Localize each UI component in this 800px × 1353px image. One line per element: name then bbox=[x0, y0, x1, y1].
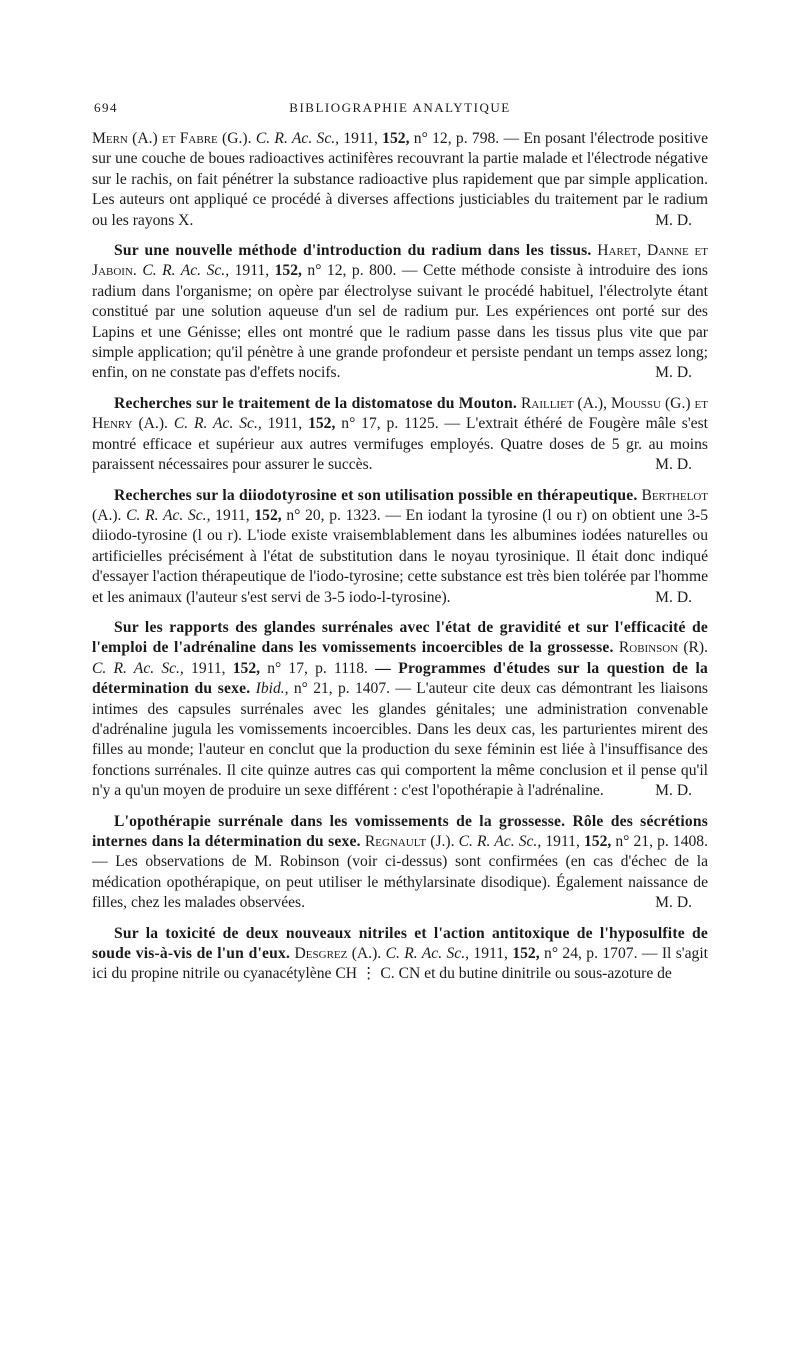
entry-source: C. R. Ac. Sc., bbox=[142, 262, 230, 280]
entry-initials: M. D. bbox=[655, 364, 692, 382]
entry-year: 1911, bbox=[545, 833, 580, 850]
entry-authors: Regnault (J.). bbox=[364, 833, 455, 850]
bibliography-entry bbox=[92, 618, 708, 802]
entry-title: L'opothérapie surrénale dans les vomissements de la grossesse. Rôle des sécrétions internes dans la détermination du sexe. bbox=[92, 812, 708, 850]
entry-issue: n° 24, p. 1707. bbox=[544, 945, 638, 963]
entry-title: Recherches sur le traitement de la distomatose du Mouton. bbox=[114, 394, 517, 412]
entry-issue: n° 20, p. 1323. bbox=[286, 506, 381, 524]
entry-year: 1911, bbox=[215, 506, 250, 524]
entry-authors: Haret, Danne et Jaboin. bbox=[92, 242, 708, 280]
entry-issue: n° 17, p. 1125. bbox=[341, 415, 439, 433]
entry-second-title: — Programmes d'études sur la question de la détermination du sexe. bbox=[92, 659, 708, 698]
entry-authors: Desgrez (A.). bbox=[294, 945, 382, 963]
entry-issue: n° 17, p. 1118. bbox=[267, 659, 368, 677]
entry-volume: 152, bbox=[274, 262, 302, 280]
entry-second-source: Ibid., bbox=[255, 680, 289, 698]
entry-abstract: — L'auteur cite deux cas démontrant les liaisons intimes des capsules surrénales avec les glandes génitales; une administration convenable d'adrénaline jugula les vomissements incoercibles. Dans les deux cas, les parturientes mirent des filles au monde; l'auteur en conclut que la production du sexe féminin est liée à l'insuffisance des fonctions surrénales. Il cite quinze autres cas qui comportent la même conclusion et il pense qu'il n'y a qu'un moyen de produire un sexe différent : c'est l'opothérapie à l'adrénaline. bbox=[92, 680, 708, 800]
entry-year: 1911, bbox=[234, 262, 270, 280]
entry-issue: n° 21, p. 1408. bbox=[615, 833, 708, 850]
entry-initials: M. D. bbox=[655, 211, 692, 229]
entry-source: C. R. Ac. Sc., bbox=[126, 506, 211, 524]
entry-initials: M. D. bbox=[655, 782, 692, 800]
entry-initials: M. D. bbox=[655, 894, 692, 912]
entry-volume: 152, bbox=[232, 659, 261, 677]
entry-source: C. R. Ac. Sc., bbox=[173, 415, 262, 433]
entry-title: Sur une nouvelle méthode d'introduction du radium dans les tissus. bbox=[114, 242, 592, 260]
entry-year: 1911, bbox=[343, 130, 378, 147]
running-title: BIBLIOGRAPHIE ANALYTIQUE bbox=[289, 100, 511, 115]
entry-text-block bbox=[92, 618, 708, 802]
entry-authors: Robinson (R). bbox=[618, 639, 708, 657]
bibliography-entry bbox=[92, 394, 708, 476]
entry-issue: n° 12, p. 798. bbox=[413, 130, 500, 147]
entry-year: 1911, bbox=[473, 945, 508, 963]
entry-text-block bbox=[92, 241, 708, 384]
entry-authors: Berthelot (A.). bbox=[92, 486, 708, 524]
entry-title: Sur les rapports des glandes surrénales avec l'état de gravidité et sur l'efficacité de l'emploi de l'adrénaline dans les vomissements incoercibles de la grossesse. bbox=[92, 618, 708, 657]
entry-source: C. R. Ac. Sc., bbox=[92, 659, 184, 677]
entry-text-block bbox=[92, 486, 708, 608]
entry-volume: 152, bbox=[254, 506, 282, 524]
entry-source: C. R. Ac. Sc., bbox=[385, 945, 470, 963]
entry-text-block bbox=[92, 394, 708, 476]
entry-abstract: — Il s'agit ici du propine nitrile ou cyanacétylène CH ⋮ C. CN et du butine dinitrile ou sous-azoture de bbox=[92, 945, 709, 983]
entry-text-block bbox=[92, 129, 708, 231]
bibliography-entry bbox=[92, 486, 708, 608]
entry-text-block bbox=[92, 924, 708, 985]
page-number: 694 bbox=[94, 100, 118, 115]
entry-title: Recherches sur la diiodotyrosine et son utilisation possible en thérapeutique. bbox=[114, 486, 638, 504]
entry-second-issue: n° 21, p. 1407. bbox=[293, 680, 391, 698]
entry-title: Sur la toxicité de deux nouveaux nitriles et l'action antitoxique de l'hyposulfite de soude vis-à-vis de l'un d'eux. bbox=[92, 924, 708, 963]
entry-authors: Railliet (A.), Moussu (G.) et Henry (A.). bbox=[92, 394, 708, 433]
entry-initials: M. D. bbox=[655, 588, 692, 606]
bibliography-entry bbox=[92, 812, 708, 914]
entry-volume: 152, bbox=[308, 415, 336, 433]
entry-issue: n° 12, p. 800. bbox=[307, 262, 397, 280]
bibliography-entry bbox=[92, 241, 708, 384]
bibliography-entry bbox=[92, 129, 708, 231]
entry-abstract: — L'extrait éthéré de Fougère mâle s'est montré efficace et supérieur aux autres vermifuges employés. Quatre doses de 5 gr. au moins paraissent nécessaires pour assurer le succès. bbox=[92, 415, 708, 474]
entry-volume: 152, bbox=[583, 833, 612, 850]
entry-text-block bbox=[92, 812, 708, 914]
bibliography-entry bbox=[92, 924, 708, 985]
entry-source: C. R. Ac. Sc., bbox=[255, 130, 340, 147]
entry-volume: 152, bbox=[512, 945, 540, 963]
bibliography-body bbox=[92, 129, 708, 995]
entry-year: 1911, bbox=[267, 415, 303, 433]
entry-abstract: — Cette méthode consiste à introduire des ions radium dans l'organisme; on opère par électrolyse suivant le procédé habituel, l'électrolyte étant constitué par une solution aqueuse d'un sel de radium pur. Les expériences ont porté sur des Lapins et une Génisse; elles ont montré que le radium passe dans les tissus plus vite que par simple application; qu'il pénètre à une grande profondeur et persiste pendant un temps assez long; enfin, on ne constate pas d'effets nocifs. bbox=[92, 262, 708, 382]
entry-volume: 152, bbox=[382, 130, 410, 147]
entry-authors: Mern (A.) et Fabre (G.). bbox=[92, 130, 252, 147]
entry-abstract: — En iodant la tyrosine (l ou r) on obtient une 3-5 diiodo-tyrosine (l ou r). L'iode existe vraisemblablement dans les albumines iodées naturelles ou artificielles précisément à l'état de substitution dans le noyau tyrosinique. Il était donc indiqué d'essayer l'action thérapeutique de l'iodo-tyrosine; cette substance est très bien tolérée par l'homme et les animaux (l'auteur s'est servi de 3-5 iodo-l-tyrosine). bbox=[92, 506, 708, 606]
entry-initials: M. D. bbox=[655, 456, 692, 474]
running-head bbox=[0, 100, 800, 120]
entry-source: C. R. Ac. Sc., bbox=[458, 833, 542, 850]
entry-abstract: — Les observations de M. Robinson (voir ci-dessus) sont confirmées (en cas d'échec de la médication opothérapique, on peut utiliser le méthylarsinate disodique). Également naissance de filles, chez les malades observées. bbox=[92, 853, 708, 912]
entry-year: 1911, bbox=[191, 659, 226, 677]
entry-abstract: — En posant l'électrode positive sur une couche de boues radioactives actinifères recouvrant la partie malade et l'électrode négative sur le rachis, on fait pénétrer la substance radioactive plus rapidement que par simple application. Les auteurs ont appliqué ce procédé à diverses affections justiciables du traitement par le radium ou les rayons X. bbox=[92, 130, 709, 229]
